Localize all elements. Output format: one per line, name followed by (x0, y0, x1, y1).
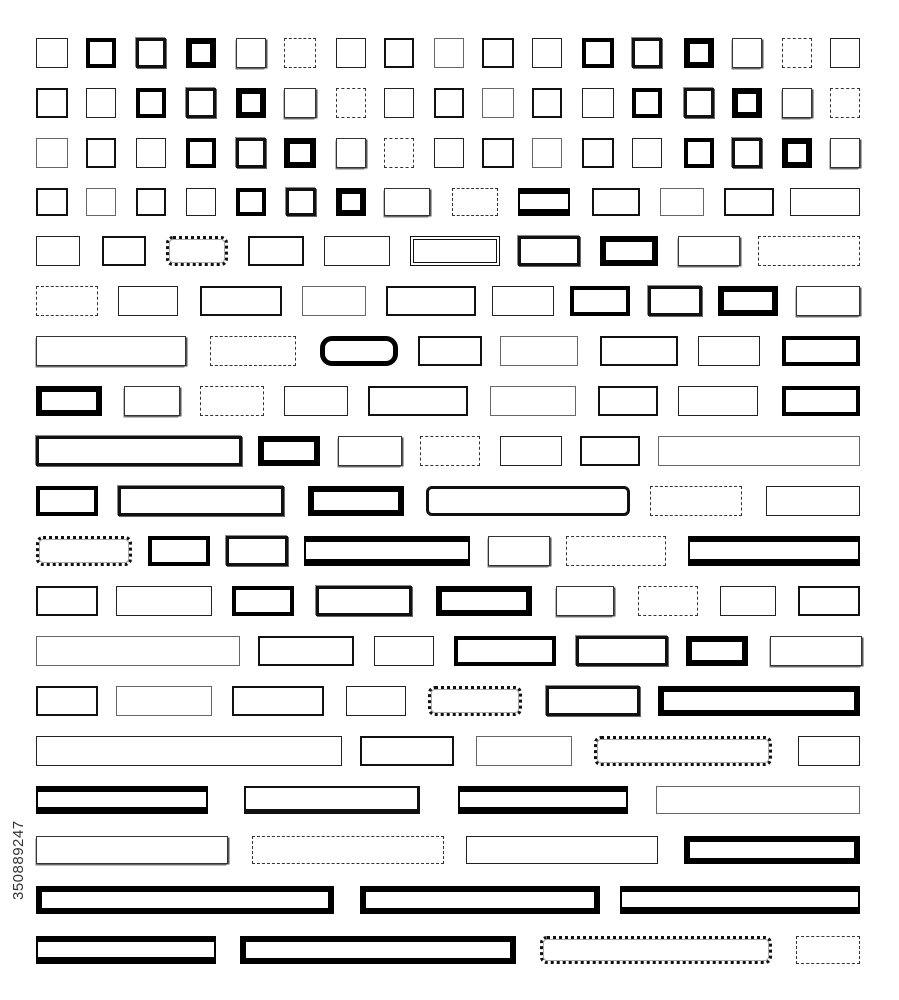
rectangle-frame (556, 586, 614, 616)
rectangle-frame (720, 586, 776, 616)
rectangle-frame (36, 936, 216, 964)
rectangle-frame (684, 138, 714, 168)
rectangle-frame (338, 436, 402, 466)
rectangle-frame (678, 236, 740, 266)
rectangle-frame (658, 436, 860, 466)
rectangle-frame (658, 686, 860, 716)
rectangle-frame (790, 188, 860, 216)
rectangle-frame (236, 88, 266, 118)
rectangle-frame (434, 38, 464, 68)
rectangle-frame (576, 636, 668, 666)
rectangle-frame (258, 636, 354, 666)
rectangle-frame (458, 786, 628, 814)
rectangle-frame (36, 188, 68, 216)
rectangle-frame (308, 486, 404, 516)
rectangle-frame (284, 38, 316, 68)
rectangle-frame (102, 236, 146, 266)
rectangle-frame (532, 88, 562, 118)
rectangle-frame (336, 38, 366, 68)
rectangle-frame (454, 636, 556, 666)
rectangle-frame (782, 386, 860, 416)
rectangle-frame (500, 336, 578, 366)
rectangle-frame (782, 336, 860, 366)
rectangle-frame (582, 138, 614, 168)
rectangle-frame (420, 436, 480, 466)
rectangle-frame (36, 286, 98, 316)
rectangle-frame (566, 536, 666, 566)
rectangle-frame (410, 236, 500, 266)
rectangle-frame (284, 386, 348, 416)
rectangle-frame (620, 886, 860, 914)
rectangle-frame (580, 436, 640, 466)
rectangle-frame (136, 38, 166, 68)
rectangle-frame (492, 286, 554, 316)
rectangle-frame (316, 586, 412, 616)
rectangle-frame (782, 88, 812, 118)
rectangle-frame (798, 586, 860, 616)
rectangle-frame (582, 38, 614, 68)
rectangle-frame (116, 586, 212, 616)
rectangle-frame (304, 536, 470, 566)
rectangle-frame (36, 736, 342, 766)
rectangle-frame (546, 686, 640, 716)
rectangle-frame (336, 188, 366, 216)
rectangle-frame (648, 286, 702, 316)
rectangle-frame (36, 586, 98, 616)
rectangle-frame (36, 138, 68, 168)
rectangle-frame (386, 286, 476, 316)
rectangle-frame (688, 536, 860, 566)
rectangle-frame (452, 188, 498, 216)
rectangle-frame (428, 686, 522, 716)
rectangle-frame (582, 88, 614, 118)
rectangle-frame (732, 88, 762, 118)
rectangle-frame (592, 188, 640, 216)
rectangle-frame (830, 38, 860, 68)
rectangle-frame (796, 936, 860, 964)
rectangle-frame (476, 736, 572, 766)
rectangle-frame (36, 836, 228, 864)
rectangle-frame (166, 236, 228, 266)
rectangle-frame (236, 38, 266, 68)
rectangle-frame (830, 88, 860, 118)
rectangle-frame (186, 88, 216, 118)
rectangle-frame (118, 486, 284, 516)
rectangle-frame (374, 636, 434, 666)
rectangle-frame (418, 336, 482, 366)
rectangle-frame (200, 386, 264, 416)
rectangle-frame (346, 686, 406, 716)
rectangle-frame (482, 38, 514, 68)
rectangle-frame (286, 188, 316, 216)
rectangle-frame (798, 736, 860, 766)
rectangle-frame (186, 138, 216, 168)
rectangle-frame (210, 336, 296, 366)
rectangle-frame (86, 88, 116, 118)
rectangle-frame (136, 88, 166, 118)
rectangle-frame (284, 88, 316, 118)
rectangle-frame (302, 286, 366, 316)
rectangle-frame (124, 386, 180, 416)
rectangle-frame (360, 736, 454, 766)
rectangle-frame (118, 286, 178, 316)
rectangle-frame (244, 786, 420, 814)
rectangle-frame (368, 386, 468, 416)
rectangle-frame (830, 138, 860, 168)
rectangle-frame (236, 188, 266, 216)
rectangle-frame (36, 686, 98, 716)
rectangle-frame (36, 38, 68, 68)
rectangle-frame (650, 486, 742, 516)
rectangle-frame (136, 188, 166, 216)
rectangle-frame (518, 236, 580, 266)
rectangle-frame (86, 38, 116, 68)
rectangle-frame (116, 686, 212, 716)
rectangle-frame (732, 138, 762, 168)
rectangle-frame (284, 138, 316, 168)
rectangle-frame (136, 138, 166, 168)
rectangle-frame (686, 636, 748, 666)
rectangle-frame (540, 936, 772, 964)
rectangle-frame (684, 88, 714, 118)
rectangle-frame (36, 636, 240, 666)
rectangle-frame (766, 486, 860, 516)
rectangle-frame (482, 88, 514, 118)
rectangle-frame (36, 336, 186, 366)
rectangle-frame (796, 286, 860, 316)
rectangle-frame (638, 586, 698, 616)
rectangle-frame (532, 38, 562, 68)
rectangle-frame (632, 138, 662, 168)
rectangle-frame (482, 138, 514, 168)
rectangle-frame (384, 138, 414, 168)
rectangle-frame (782, 138, 812, 168)
rectangle-frame (632, 38, 662, 68)
rectangle-frame (500, 436, 562, 466)
rectangle-frame (466, 836, 658, 864)
rectangle-frame (488, 536, 550, 566)
rectangle-frame (86, 138, 116, 168)
rectangle-frame (724, 188, 774, 216)
rectangle-frame (36, 236, 80, 266)
rectangle-frame (600, 236, 658, 266)
rectangle-frame (718, 286, 778, 316)
rectangle-frame (236, 138, 266, 168)
rectangle-frame (678, 386, 758, 416)
rectangle-frame (758, 236, 860, 266)
rectangle-frame (36, 536, 132, 566)
rectangle-frame (434, 138, 464, 168)
rectangle-frame (248, 236, 304, 266)
rectangle-frame (384, 38, 414, 68)
rectangle-frame (36, 436, 242, 466)
rectangle-frame (532, 138, 562, 168)
rectangle-frame (336, 138, 366, 168)
rectangle-frame (186, 38, 216, 68)
rectangle-frame (684, 38, 714, 68)
rectangle-frame (656, 786, 860, 814)
rectangle-frame (320, 336, 398, 366)
rectangle-frame (148, 536, 210, 566)
rectangle-frame (232, 586, 294, 616)
rectangle-frame (698, 336, 760, 366)
rectangle-frame (660, 188, 704, 216)
rectangle-frame (36, 88, 68, 118)
rectangle-frame (232, 686, 324, 716)
rectangle-frame (36, 486, 98, 516)
rectangle-frame (384, 88, 414, 118)
rectangle-frame (360, 886, 600, 914)
stock-image-id: 350889247 (10, 820, 27, 900)
rectangle-frame (782, 38, 812, 68)
rectangle-frame (324, 236, 390, 266)
rectangle-frame (732, 38, 762, 68)
rectangle-frame (594, 736, 772, 766)
rectangle-frame (570, 286, 630, 316)
rectangle-frame (36, 886, 334, 914)
rectangle-frame (86, 188, 116, 216)
rectangle-frame (384, 188, 430, 216)
rectangle-frame (252, 836, 444, 864)
rectangle-frame (434, 88, 464, 118)
rectangle-frame (632, 88, 662, 118)
rectangle-frame (258, 436, 320, 466)
rectangle-frame (200, 286, 282, 316)
rectangle-frame (436, 586, 532, 616)
rectangle-frame (490, 386, 576, 416)
rectangle-frame (186, 188, 216, 216)
rectangle-frame (36, 786, 208, 814)
rectangle-frame (600, 336, 678, 366)
rectangle-frame (336, 88, 366, 118)
rectangle-frame (36, 386, 102, 416)
rectangle-frame (598, 386, 658, 416)
rectangle-frame (770, 636, 862, 666)
rectangle-frame (240, 936, 516, 964)
rectangle-frame (426, 486, 630, 516)
rectangle-frame (518, 188, 570, 216)
rectangle-frame (684, 836, 860, 864)
rectangle-frame (226, 536, 288, 566)
